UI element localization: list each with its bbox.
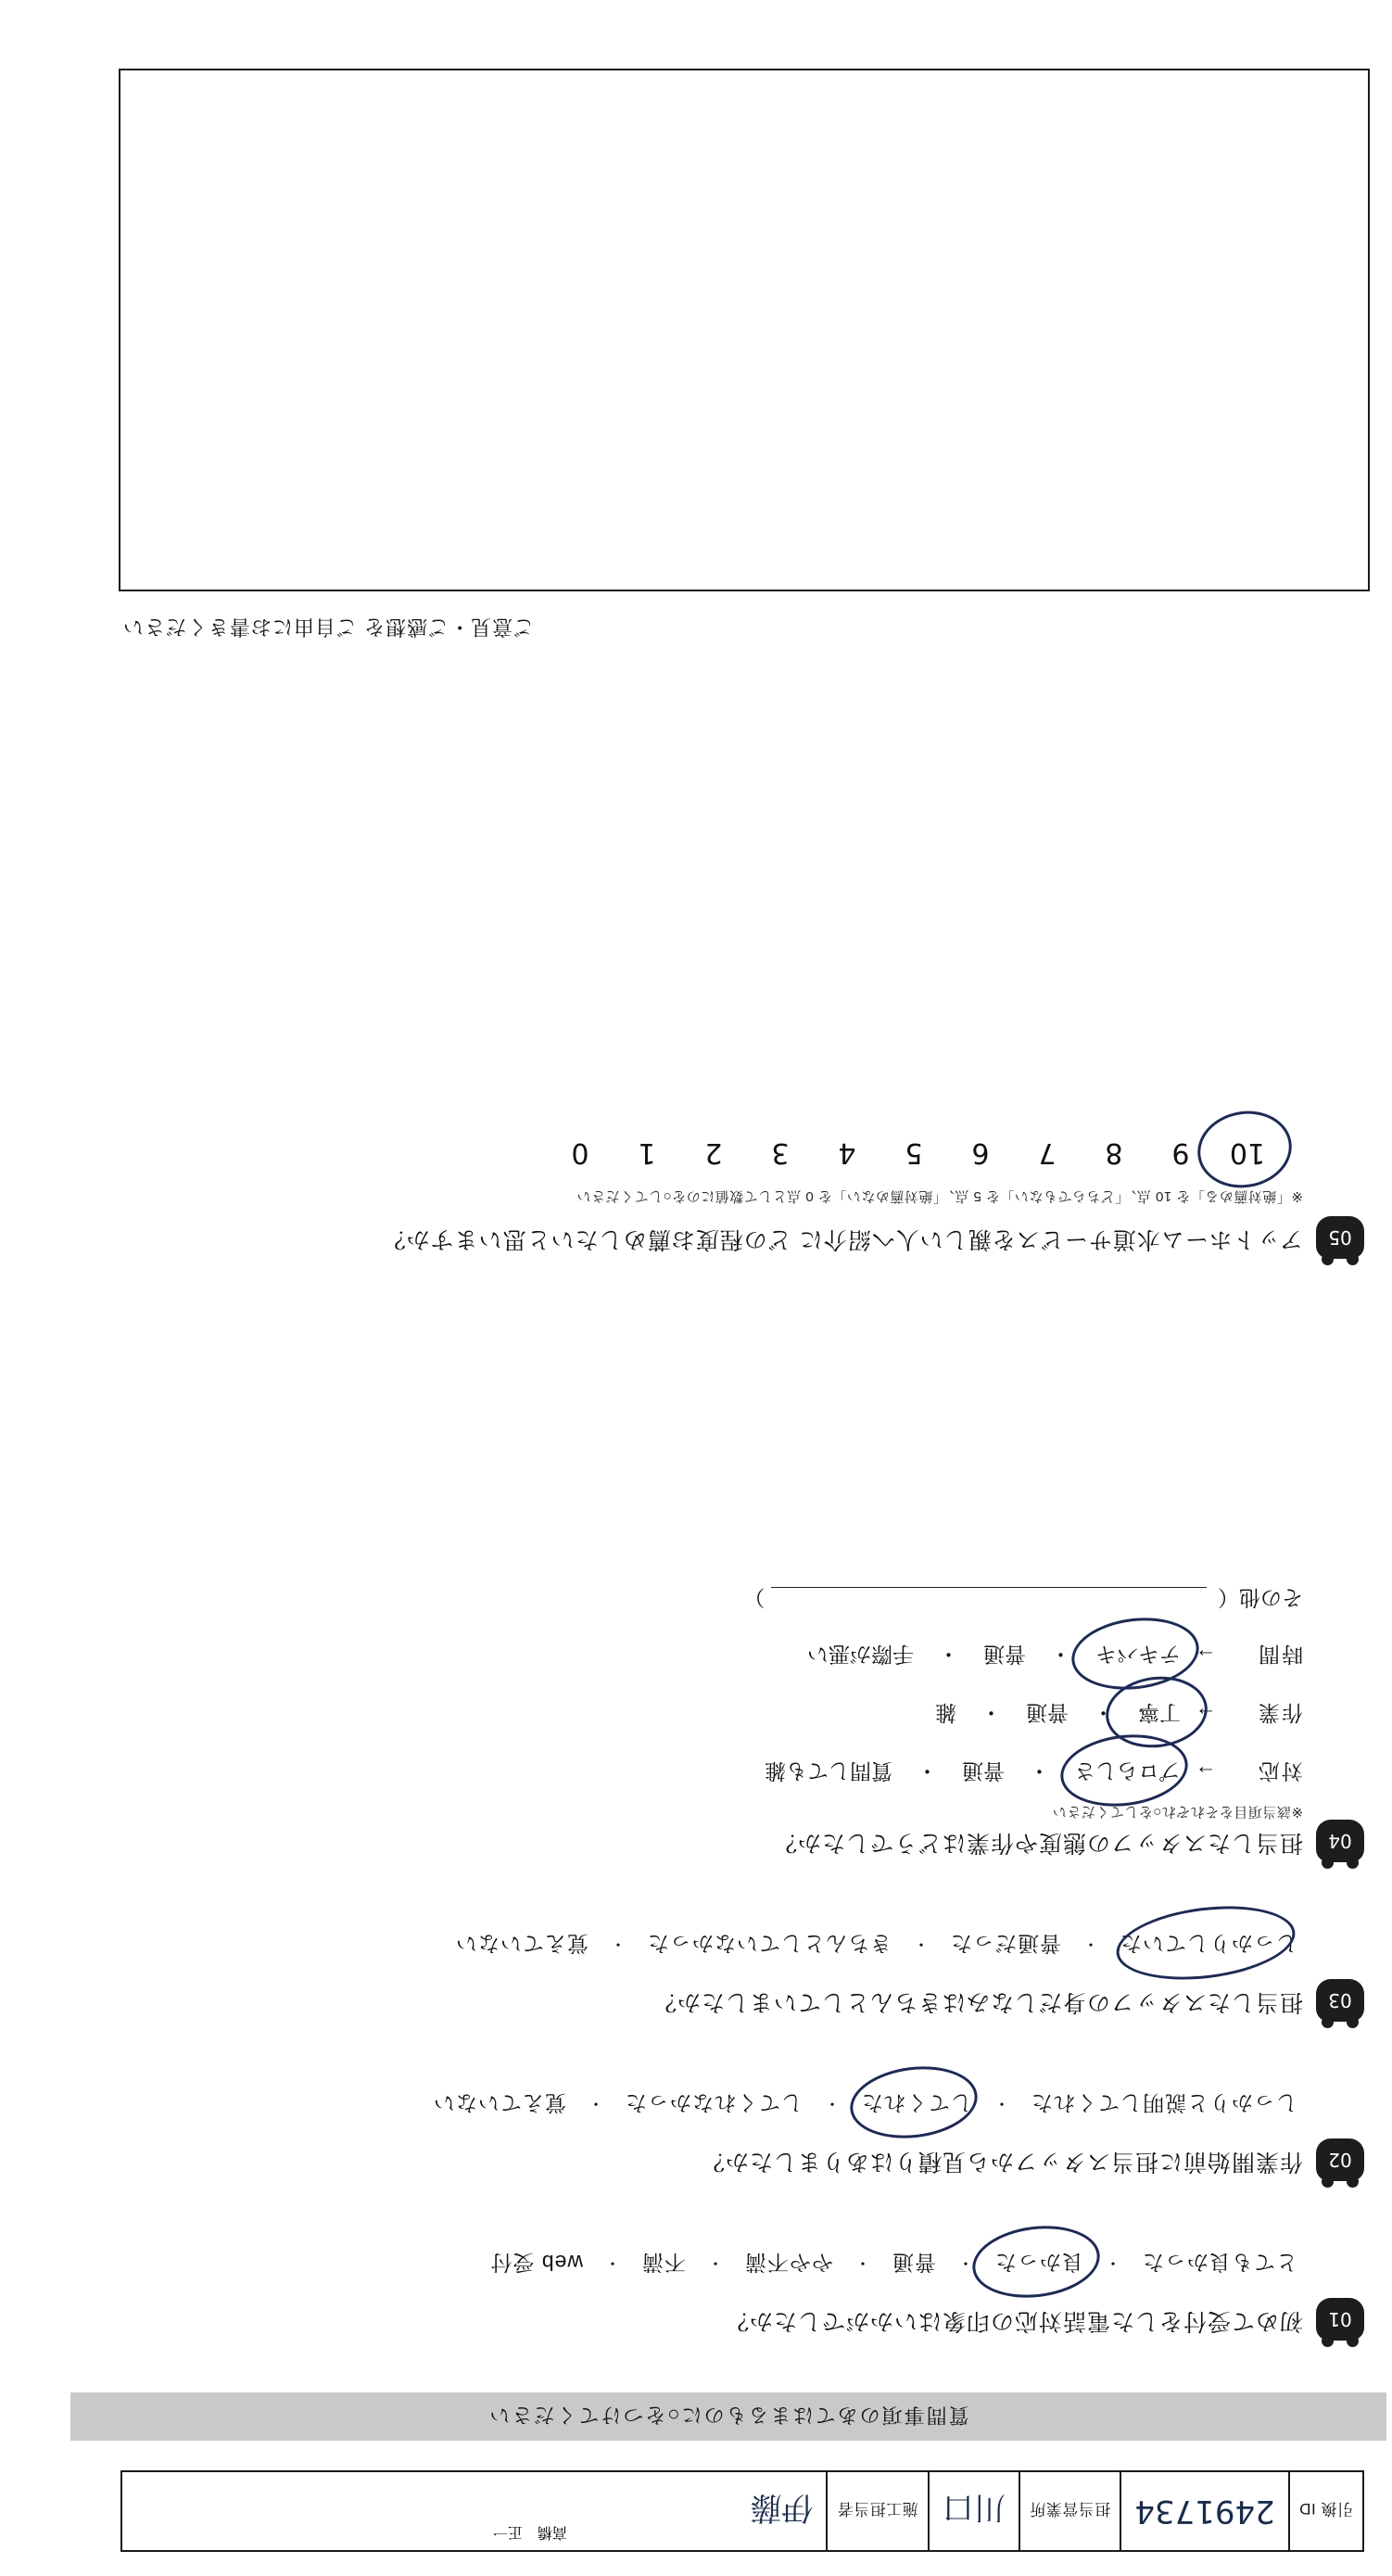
matrix-row-label: 対応 <box>1257 1758 1303 1783</box>
scale-row <box>76 1136 1281 1169</box>
scale-0[interactable]: 0 <box>571 1136 589 1169</box>
other-label: その他（ <box>1218 1585 1303 1610</box>
instruction-bar: 質問事項のあてはまるものに○をつけてください <box>70 2392 1386 2441</box>
question-number-badge: 02 <box>1316 2138 1364 2181</box>
option-separator: ・ <box>1029 1758 1050 1783</box>
option-separator: ・ <box>956 2253 974 2273</box>
question-number-badge: 04 <box>1316 1820 1364 1862</box>
scale-3[interactable]: 3 <box>771 1136 790 1169</box>
option-separator: ・ <box>917 1758 938 1783</box>
scale-9[interactable]: 9 <box>1171 1136 1190 1169</box>
comment-label: ご意見・ご感想を ご自由にお書きください <box>122 615 535 639</box>
question-note: ※該当項目をそれぞれ○をしてください <box>1052 1803 1303 1820</box>
scale-6[interactable]: 6 <box>971 1136 990 1169</box>
matrix-opt-2-1[interactable]: 普通 <box>983 1642 1026 1667</box>
option-01-5[interactable]: web 受付 <box>489 2251 583 2275</box>
option-02-0[interactable]: しっかりと説明してくれた <box>1031 2091 1297 2115</box>
option-02-3[interactable]: 覚えていない <box>433 2091 566 2115</box>
option-03-3[interactable]: 覚えていない <box>455 1932 588 1956</box>
option-separator: ・ <box>1050 1642 1071 1667</box>
scale-10[interactable]: 10 <box>1214 1136 1281 1169</box>
option-01-1[interactable]: 良かった <box>989 2247 1089 2281</box>
customer-name: 高橋 正一 <box>492 2524 567 2540</box>
matrix-opt-0-2[interactable]: 質問しても雑 <box>765 1758 892 1783</box>
question-text: アットホーム水道サービスを親しい人へ紹介に どの程度お薦めしたいと思いますか？ <box>381 1226 1303 1252</box>
matrix-opt-1-1[interactable]: 普通 <box>1026 1700 1069 1725</box>
worker-value: 伊藤 <box>750 2489 814 2527</box>
option-separator: ・ <box>912 1935 930 1954</box>
other-input-line[interactable] <box>771 1587 1207 1612</box>
scale-8[interactable]: 8 <box>1105 1136 1123 1169</box>
comment-box[interactable] <box>119 69 1370 591</box>
option-separator: ・ <box>823 2094 841 2113</box>
option-separator: ・ <box>587 2094 604 2113</box>
scale-4[interactable]: 4 <box>838 1136 856 1169</box>
option-02-1[interactable]: してくれた <box>855 2087 978 2122</box>
question-note: ※「絶対薦める」を 10 点、「どちらでもない」を 5 点、「絶対薦めない」を 0 点として数値にのを○してください <box>576 1188 1303 1204</box>
staff-office-value: 川口 <box>928 2472 1019 2550</box>
arrow-icon: → <box>1195 1702 1217 1727</box>
question-05 <box>76 1136 1364 1259</box>
matrix-row-label: 時間 <box>1257 1642 1303 1667</box>
option-02-2[interactable]: してくれなかった <box>625 2091 803 2115</box>
option-separator: ・ <box>1082 1935 1099 1954</box>
option-03-1[interactable]: 普通だった <box>950 1932 1061 1956</box>
option-separator: ・ <box>1104 2253 1121 2273</box>
option-list-03 <box>76 1928 1303 1962</box>
matrix-opt-1-0[interactable]: 丁寧 <box>1131 1697 1188 1732</box>
worker-label: 施工担当者 <box>826 2472 928 2550</box>
question-01 <box>76 2247 1364 2341</box>
question-02 <box>76 2087 1364 2181</box>
question-number-badge: 01 <box>1316 2298 1364 2341</box>
scale-1[interactable]: 1 <box>638 1136 656 1169</box>
option-separator: ・ <box>854 2253 871 2273</box>
matrix-opt-0-0[interactable]: プロらしさ <box>1067 1756 1188 1790</box>
id-label: 引換 ID <box>1288 2472 1362 2550</box>
matrix-opt-2-0[interactable]: テキパキ <box>1088 1639 1188 1673</box>
option-01-0[interactable]: とても良かった <box>1142 2251 1297 2275</box>
question-number-badge: 05 <box>1316 1216 1364 1259</box>
scale-5[interactable]: 5 <box>905 1136 923 1169</box>
option-separator: ・ <box>981 1700 1002 1725</box>
matrix-row-jikan <box>76 1639 1303 1673</box>
arrow-icon: → <box>1195 1643 1217 1669</box>
option-separator: ・ <box>938 1642 959 1667</box>
option-separator: ・ <box>1093 1700 1114 1725</box>
matrix-opt-0-1[interactable]: 普通 <box>962 1758 1005 1783</box>
question-04 <box>76 1584 1364 1862</box>
other-close-paren: ） <box>743 1585 766 1610</box>
staff-office-label: 担当営業所 <box>1019 2472 1120 2550</box>
matrix-opt-1-2[interactable]: 雑 <box>935 1700 956 1725</box>
matrix-row-label: 作業 <box>1257 1700 1303 1725</box>
question-text: 初めて受付をした電話対応の印象はいかがでしたか？ <box>724 2308 1303 2334</box>
other-field <box>76 1584 1303 1615</box>
option-03-2[interactable]: きちんとしていなかった <box>647 1932 892 1956</box>
matrix-row-taiou <box>76 1756 1303 1790</box>
option-01-4[interactable]: 不満 <box>641 2251 686 2275</box>
question-text: 担当したスタッフの態度や作業はどうでしたか？ <box>772 1830 1303 1856</box>
arrow-icon: → <box>1195 1760 1217 1785</box>
id-value: 2491734 <box>1120 2472 1287 2550</box>
option-separator: ・ <box>609 1935 626 1954</box>
matrix-row-sagyou <box>76 1697 1303 1732</box>
option-separator: ・ <box>603 2253 621 2273</box>
option-01-2[interactable]: 普通 <box>892 2251 936 2275</box>
option-03-0[interactable]: しっかりしていた <box>1114 1928 1303 1962</box>
option-01-3[interactable]: やや不満 <box>744 2251 833 2275</box>
option-list-02 <box>76 2087 1303 2122</box>
question-text: 担当したスタッフの身だしなみはきちんとしていましたか？ <box>652 1989 1303 2015</box>
matrix-opt-2-2[interactable]: 手際が悪い <box>807 1642 914 1667</box>
question-03 <box>76 1928 1364 2022</box>
option-list-01 <box>76 2247 1303 2281</box>
scale-7[interactable]: 7 <box>1038 1136 1057 1169</box>
matrix-options <box>76 1584 1303 1790</box>
option-separator: ・ <box>993 2094 1010 2113</box>
option-separator: ・ <box>706 2253 724 2273</box>
scale-2[interactable]: 2 <box>704 1136 723 1169</box>
question-number-badge: 03 <box>1316 1979 1364 2022</box>
question-text: 作業開始前に担当スタッフから見積りはありましたか？ <box>700 2149 1303 2175</box>
